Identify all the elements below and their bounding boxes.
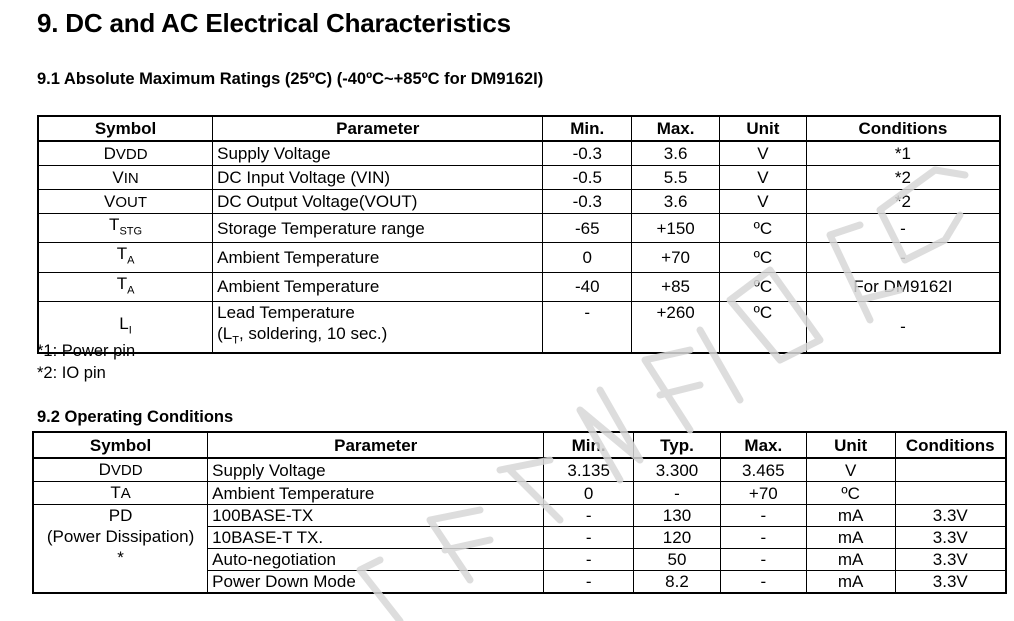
oc-header-cell: Unit (806, 432, 895, 458)
oc-header-cell: Symbol (33, 432, 208, 458)
max-cell: +85 (632, 272, 720, 301)
pd-symbol-line: (Power Dissipation) (46, 527, 195, 546)
symbol-cell: DVDD (38, 141, 213, 166)
min-cell: 0 (544, 482, 634, 505)
unit-cell: mA (806, 549, 895, 571)
min-cell: -0.5 (543, 166, 632, 190)
oc-header-cell: Parameter (208, 432, 544, 458)
parameter-cell: Supply Voltage (208, 458, 544, 482)
oc-heading: 9.2 Operating Conditions (37, 408, 234, 426)
max-cell: +260 (632, 302, 720, 353)
table-row (38, 166, 1000, 190)
parameter-cell: Storage Temperature range (213, 214, 543, 243)
unit-cell: V (720, 141, 807, 166)
min-cell: 3.135 (544, 458, 634, 482)
min-cell: -0.3 (543, 141, 632, 166)
pd-symbol-cell (33, 505, 208, 594)
parameter-cell: DC Input Voltage (VIN) (213, 166, 543, 190)
min-cell: - (544, 505, 634, 527)
unit-cell: V (806, 458, 895, 482)
unit-cell: ºC (720, 302, 807, 353)
conditions-cell: - (806, 214, 1000, 243)
max-cell: - (720, 505, 806, 527)
table-row (38, 214, 1000, 243)
unit-cell: ºC (720, 272, 807, 301)
conditions-cell: 3.3V (895, 505, 1006, 527)
pd-symbol-line: PD (108, 506, 133, 525)
min-cell: 0 (543, 243, 632, 272)
table-row (33, 505, 1006, 527)
typ-cell: 50 (634, 549, 721, 571)
unit-cell: ºC (720, 214, 807, 243)
amr-header-cell: Parameter (213, 116, 543, 141)
symbol-cell: TA (33, 482, 208, 505)
min-cell: - (544, 549, 634, 571)
conditions-cell: *1 (806, 141, 1000, 166)
operating-conditions-table (32, 431, 1007, 594)
max-cell: +70 (720, 482, 806, 505)
oc-header-cell: Conditions (895, 432, 1006, 458)
max-cell: - (720, 527, 806, 549)
pd-symbol-line: * (117, 548, 124, 567)
symbol-cell: $T_A$ (38, 272, 213, 301)
table-row (38, 272, 1000, 301)
section-title: 9. DC and AC Electrical Characteristics (37, 8, 511, 38)
amr-header-cell: Unit (720, 116, 807, 141)
symbol-cell: $T_{STG}$ (38, 214, 213, 243)
unit-cell: ºC (720, 243, 807, 272)
min-cell: - (544, 571, 634, 594)
parameter-cell: Lead Temperature ($L_T$, soldering, 10 sec.) (213, 302, 543, 353)
parameter-cell: Supply Voltage (213, 141, 543, 166)
symbol-cell: VIN (38, 166, 213, 190)
conditions-cell: - (806, 243, 1000, 272)
conditions-cell: *2 (806, 190, 1000, 214)
table-row (38, 141, 1000, 166)
min-cell: -40 (543, 272, 632, 301)
unit-cell: mA (806, 571, 895, 594)
table-row (38, 302, 1000, 353)
amr-header-cell: Min. (543, 116, 632, 141)
conditions-cell: 3.3V (895, 527, 1006, 549)
conditions-cell: *2 (806, 166, 1000, 190)
max-cell: 3.465 (720, 458, 806, 482)
max-cell: +70 (632, 243, 720, 272)
amr-header-row (38, 116, 1000, 141)
conditions-cell: 3.3V (895, 571, 1006, 594)
min-cell: -65 (543, 214, 632, 243)
conditions-cell: For DM9162I (806, 272, 1000, 301)
typ-cell: 130 (634, 505, 721, 527)
unit-cell: mA (806, 527, 895, 549)
note: *1: Power pin (37, 342, 136, 360)
unit-cell: ºC (806, 482, 895, 505)
oc-header-cell: Typ. (634, 432, 721, 458)
symbol-cell: DVDD (33, 458, 208, 482)
conditions-cell: 3.3V (895, 549, 1006, 571)
max-cell: - (720, 571, 806, 594)
typ-cell: 8.2 (634, 571, 721, 594)
parameter-cell: Ambient Temperature (213, 243, 543, 272)
typ-cell: - (634, 482, 721, 505)
symbol-cell: $L_I$ (38, 302, 213, 353)
symbol-cell: VOUT (38, 190, 213, 214)
conditions-cell: - (806, 302, 1000, 353)
typ-cell: 3.300 (634, 458, 721, 482)
max-cell: 3.6 (632, 190, 720, 214)
table-row (33, 458, 1006, 482)
parameter-cell: DC Output Voltage(VOUT) (213, 190, 543, 214)
parameter-cell: Ambient Temperature (208, 482, 544, 505)
parameter-cell: Ambient Temperature (213, 272, 543, 301)
parameter-cell: 10BASE-T TX. (208, 527, 544, 549)
max-cell: +150 (632, 214, 720, 243)
parameter-cell: Power Down Mode (208, 571, 544, 594)
min-cell: - (544, 527, 634, 549)
typ-cell: 120 (634, 527, 721, 549)
table-row (38, 243, 1000, 272)
table-row (33, 482, 1006, 505)
oc-header-row (33, 432, 1006, 458)
oc-header-cell: Min. (544, 432, 634, 458)
note: *2: IO pin (37, 364, 106, 382)
min-cell: -0.3 (543, 190, 632, 214)
conditions-cell (895, 482, 1006, 505)
unit-cell: mA (806, 505, 895, 527)
amr-header-cell: Conditions (806, 116, 1000, 141)
amr-heading: 9.1 Absolute Maximum Ratings (25ºC) (-40ºC~+85ºC for DM9162I) (37, 70, 544, 88)
symbol-cell: $T_A$ (38, 243, 213, 272)
absolute-maximum-ratings-table (37, 115, 1001, 354)
amr-header-cell: Max. (632, 116, 720, 141)
conditions-cell (895, 458, 1006, 482)
oc-header-cell: Max. (720, 432, 806, 458)
max-cell: 3.6 (632, 141, 720, 166)
table-row (38, 190, 1000, 214)
amr-header-cell: Symbol (38, 116, 213, 141)
amr-notes (37, 340, 135, 384)
max-cell: - (720, 549, 806, 571)
unit-cell: V (720, 190, 807, 214)
max-cell: 5.5 (632, 166, 720, 190)
min-cell: - (543, 302, 632, 353)
parameter-cell: Auto-negotiation (208, 549, 544, 571)
parameter-cell: 100BASE-TX (208, 505, 544, 527)
unit-cell: V (720, 166, 807, 190)
